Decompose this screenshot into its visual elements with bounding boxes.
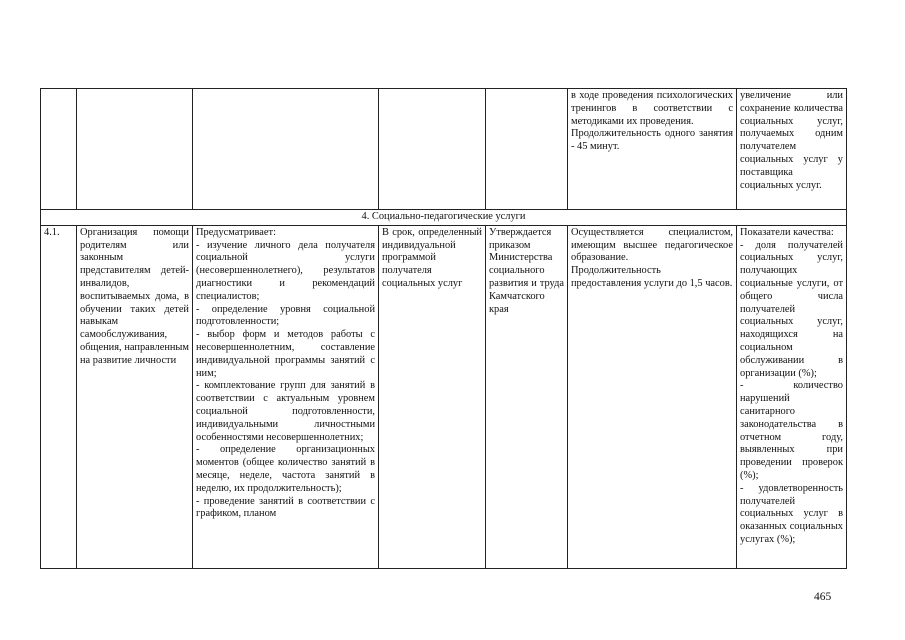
quality-line: - доля получателей социальных услуг, получающих социальные услуги, от общего числа получателей социальных услуг, находящихся на социальном обслуживании в организации (%);	[740, 239, 843, 379]
description-line: - определение организационных моментов (общее количество занятий в месяце, неделе, частота занятий в неделю, их продолжительность);	[196, 444, 375, 494]
quality-line: Показатели качества:	[740, 226, 834, 238]
table-row	[41, 89, 847, 210]
service-name: Организация помощи родителям или законным представителям детей-инвалидов, воспитываемых дома, в обучении таких детей навыкам самообслуживания, общения, направленным на развитие личности	[77, 225, 193, 568]
description-line: - определение уровня социальной подготовленности;	[196, 303, 375, 328]
service-conditions	[568, 225, 737, 568]
description-line: - проведение занятий в соответствии с графиком, планом	[196, 495, 375, 520]
description-line: - комплектование групп для занятий в соответствии с актуальным уровнем социальной подготовленности, индивидуальными личностными особенностями несовершеннолетних;	[196, 380, 375, 443]
row-number: 4.1.	[41, 225, 77, 568]
description-line: - изучение личного дела получателя социальной услуги (несовершеннолетнего), результатов диагностики и рекомендаций специалистов;	[196, 239, 375, 302]
description-line: - выбор форм и методов работы с несовершеннолетним, составление индивидуальной программы занятий с ним;	[196, 329, 375, 379]
table-cell	[41, 89, 77, 210]
quality-cell	[737, 89, 847, 210]
table-cell	[193, 89, 379, 210]
conditions-text: Продолжительность одного занятия - 45 минут.	[571, 128, 733, 153]
section-title: 4. Социально-педагогические услуги	[41, 210, 847, 226]
table-cell	[379, 89, 486, 210]
service-tariff: Утверждается приказом Министерства социального развития и труда Камчатского края	[486, 225, 568, 568]
quality-line: - удовлетворенность получателей социальных услуг в оказанных социальных услугах (%);	[740, 482, 843, 545]
page-number: 465	[814, 591, 832, 603]
table-cell	[486, 89, 568, 210]
conditions-text: в ходе проведения психологических тренингов в соответствии с методиками их проведения.	[571, 90, 733, 127]
description-line: Предусматривает:	[196, 226, 276, 238]
services-table	[40, 88, 847, 569]
table-row	[41, 225, 847, 568]
service-term: В срок, определенный индивидуальной программой получателя социальных услуг	[379, 225, 486, 568]
section-header-row	[41, 210, 847, 226]
conditions-line: Продолжительность предоставления услуги до 1,5 часов.	[571, 265, 733, 289]
quality-indicators	[737, 225, 847, 568]
table-cell	[77, 89, 193, 210]
conditions-cell	[568, 89, 737, 210]
quality-text: увеличение или сохранение количества социальных услуг, получаемых одним получателем социальных услуг у поставщика социальных услуг.	[740, 90, 843, 191]
conditions-line: Осуществляется специалистом, имеющим высшее педагогическое образование.	[571, 226, 733, 264]
service-description	[193, 225, 379, 568]
quality-line: - количество нарушений санитарного законодательства в отчетном году, выявленных при проведении проверок (%);	[740, 380, 843, 481]
